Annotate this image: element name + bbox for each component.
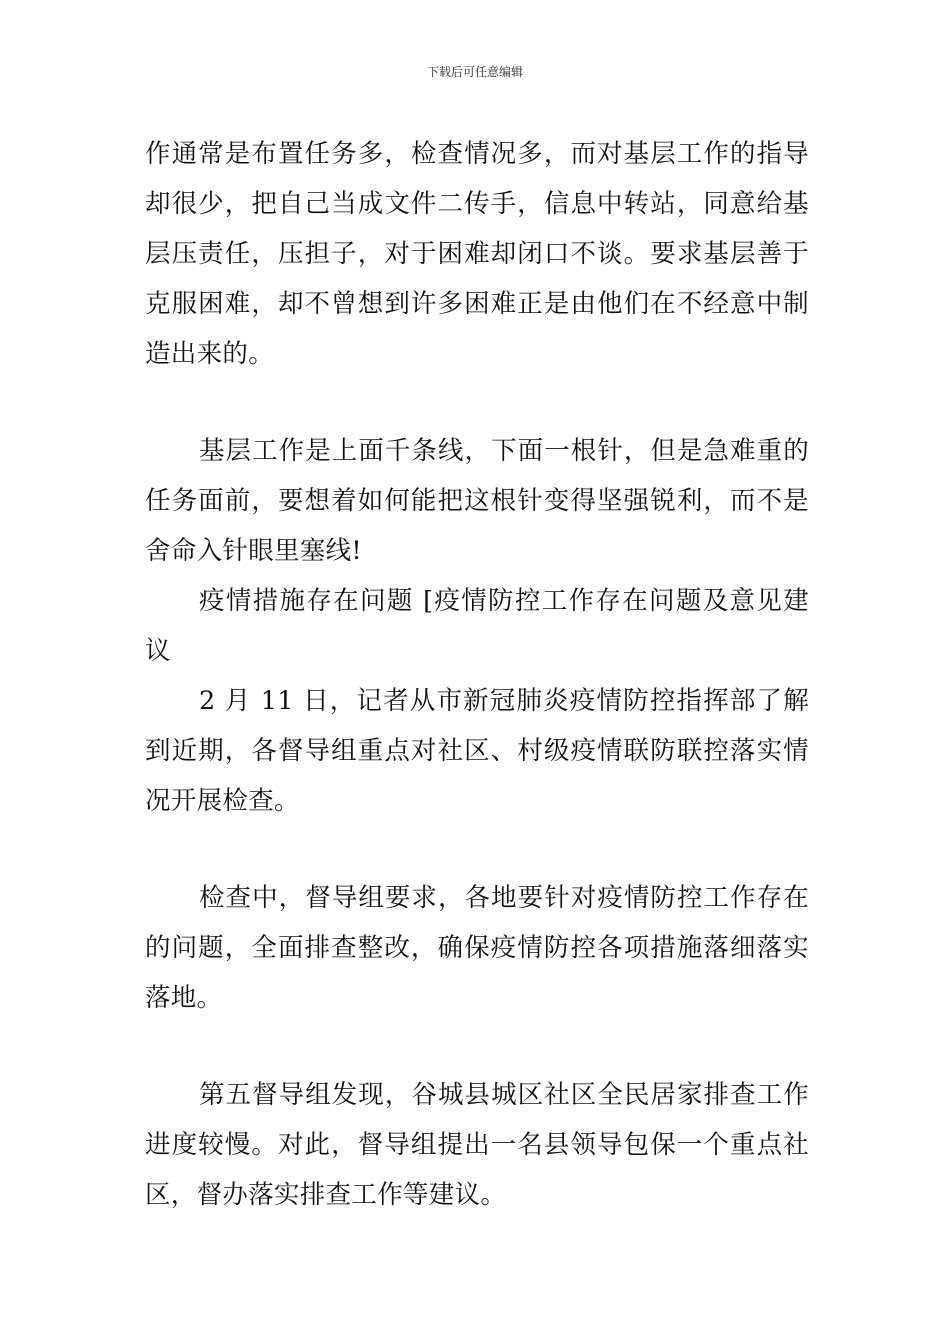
paragraph-inspection: 检查中，督导组要求，各地要针对疫情防控工作存在的问题，全面排查整改，确保疫情防控各项措施落细落实落地。 [145, 883, 809, 1013]
paragraph-news-intro: 2 月 11 日，记者从市新冠肺炎疫情防控指挥部了解到近期，各督导组重点对社区、村级疫情联防联控落实情况开展检查。 [145, 686, 809, 816]
page-header-note: 下载后可任意编辑 [426, 65, 523, 79]
paragraph-grassroots-work: 基层工作是上面千条线，下面一根针，但是急难重的任务面前，要想着如何能把这根针变得坚强锐利，而不是舍命入针眼里塞线! [145, 436, 809, 566]
document-body [145, 129, 809, 1220]
paragraph-continuation: 作通常是布置任务多，检查情况多，而对基层工作的指导却很少，把自己当成文件二传手，信息中转站，同意给基层压责任，压担子，对于困难却闭口不谈。要求基层善于克服困难，却不曾想到许多困难正是由他们在不经意中制造出来的。 [145, 139, 809, 369]
paragraph-fifth-group: 第五督导组发现，谷城县城区社区全民居家排查工作进度较慢。对此，督导组提出一名县领导包保一个重点社区，督办落实排查工作等建议。 [145, 1080, 809, 1210]
paragraph-section-title: 疫情措施存在问题 [疫情防控工作存在问题及意见建议 [145, 586, 809, 666]
